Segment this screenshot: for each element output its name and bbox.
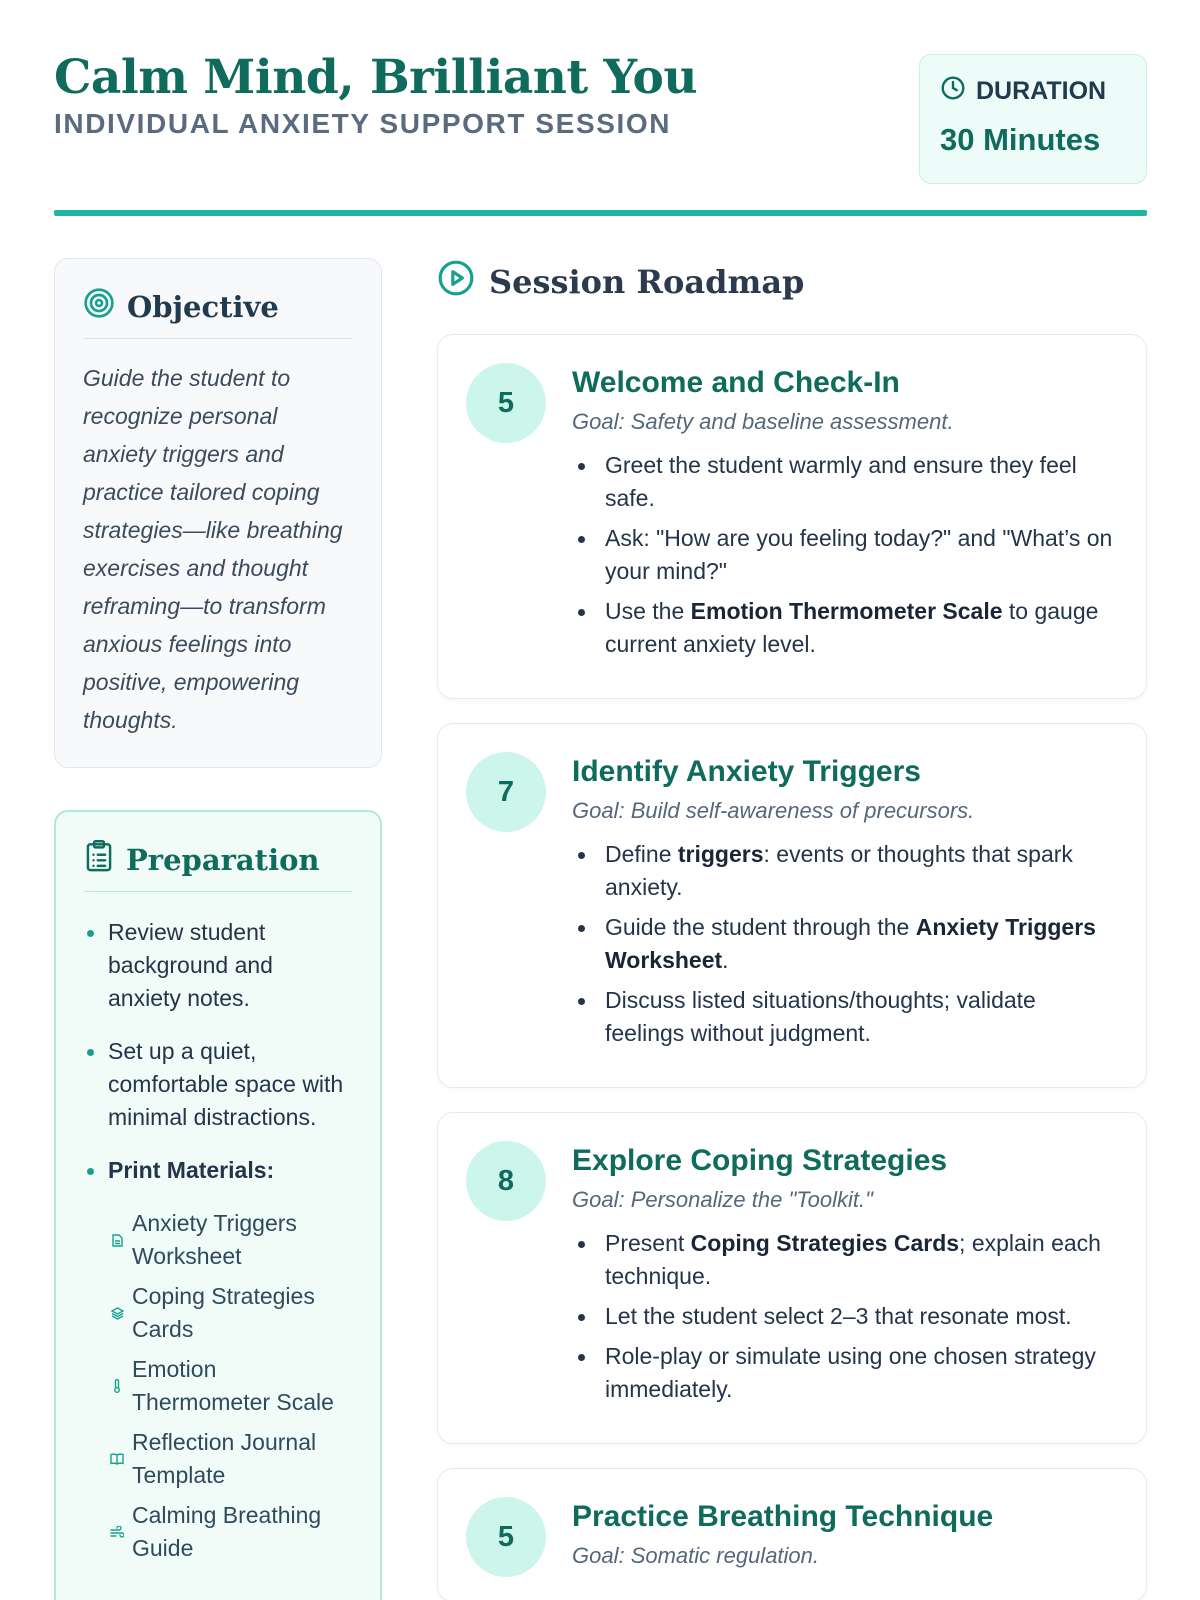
list-item: Set up a quiet, comfortable space with minimal distractions. (84, 1035, 352, 1134)
preparation-title: Preparation (126, 842, 320, 877)
material-item (110, 1280, 352, 1346)
bold-text: Emotion Thermometer Scale (690, 598, 1003, 624)
roadmap-section (437, 258, 1147, 1600)
clipboard-icon (84, 840, 114, 879)
list-item (572, 449, 1118, 515)
text-segment: : events or thoughts that spark anxiety. (605, 841, 1073, 900)
text-segment: Greet the student warmly and ensure they feel safe. (605, 452, 1077, 511)
list-item (572, 1300, 1118, 1333)
list-item (572, 838, 1118, 904)
step-minutes-badge: 7 (466, 752, 546, 832)
step-minutes-badge: 5 (466, 363, 546, 443)
materials-list (84, 1207, 352, 1565)
step-title: Practice Breathing Technique (572, 1500, 994, 1533)
objective-card (54, 258, 382, 768)
material-item (110, 1207, 352, 1273)
document-icon (110, 1234, 124, 1247)
thermometer-icon (110, 1379, 124, 1393)
step-goal: Goal: Personalize the "Toolkit." (572, 1187, 873, 1212)
target-icon (83, 287, 115, 326)
roadmap-title: Session Roadmap (489, 263, 805, 301)
sidebar (54, 258, 382, 1600)
material-label: Emotion Thermometer Scale (132, 1356, 334, 1415)
step-list (572, 449, 1118, 661)
step-list (572, 1227, 1118, 1406)
step-card (437, 1468, 1147, 1600)
preparation-card (54, 810, 382, 1600)
material-item (110, 1499, 352, 1565)
duration-value: 30 Minutes (940, 122, 1101, 157)
step-goal: Goal: Safety and baseline assessment. (572, 409, 954, 434)
step-title: Identify Anxiety Triggers (572, 755, 921, 788)
text-segment: . (722, 947, 729, 973)
material-item (110, 1426, 352, 1492)
material-item (110, 1353, 352, 1419)
clock-icon (940, 75, 966, 108)
material-label: Coping Strategies Cards (132, 1283, 315, 1342)
step-list (572, 838, 1118, 1050)
header-divider (54, 210, 1147, 216)
duration-box (919, 54, 1147, 184)
list-item (572, 595, 1118, 661)
preparation-heading (84, 840, 352, 892)
step-card (437, 334, 1147, 699)
objective-title: Objective (127, 289, 279, 324)
step-goal: Goal: Somatic regulation. (572, 1543, 820, 1568)
list-item (572, 984, 1118, 1050)
text-segment: Define (605, 841, 678, 867)
page-subtitle: INDIVIDUAL ANXIETY SUPPORT SESSION (54, 107, 672, 139)
material-label: Anxiety Triggers Worksheet (132, 1210, 297, 1269)
book-icon (110, 1453, 124, 1465)
objective-heading (83, 287, 353, 339)
list-item (572, 1340, 1118, 1406)
duration-label: DURATION (976, 77, 1107, 105)
step-minutes-badge: 8 (466, 1141, 546, 1221)
step-minutes-badge: 5 (466, 1497, 546, 1577)
step-card (437, 723, 1147, 1088)
step-card (437, 1112, 1147, 1444)
page-title: Calm Mind, Brilliant You (54, 50, 698, 105)
list-item (572, 1227, 1118, 1293)
text-segment: ; explain each technique. (605, 1230, 1101, 1289)
layers-icon (110, 1307, 124, 1320)
text-segment: Ask: "How are you feeling today?" and "What’s on your mind?" (605, 525, 1113, 584)
bold-text: Anxiety Triggers Worksheet (605, 914, 1096, 973)
play-circle-icon (437, 259, 475, 305)
text-segment: Use the (605, 598, 691, 624)
material-label: Calming Breathing Guide (132, 1502, 322, 1561)
bold-text: triggers (677, 841, 764, 867)
roadmap-steps (437, 334, 1147, 1600)
text-segment: Guide the student through the (605, 914, 916, 940)
text-segment: Let the student select 2–3 that resonate most. (605, 1303, 1072, 1329)
text-segment: to gauge current anxiety level. (605, 598, 1099, 657)
objective-text: Guide the student to recognize personal anxiety triggers and practice tailored coping strategies—like breathing exercises and thought reframing—to transform anxious feelings into positive, empowering thoughts. (83, 365, 343, 733)
roadmap-heading (437, 258, 1147, 306)
wind-icon (110, 1526, 124, 1538)
material-label: Reflection Journal Template (132, 1429, 317, 1488)
preparation-list (84, 916, 352, 1187)
step-title: Welcome and Check-In (572, 366, 900, 399)
page-header (54, 52, 1147, 182)
text-segment: Present (605, 1230, 691, 1256)
step-title: Explore Coping Strategies (572, 1144, 948, 1177)
list-item: Print Materials: (84, 1154, 352, 1187)
step-goal: Goal: Build self-awareness of precursors. (572, 798, 975, 823)
list-item (572, 522, 1118, 588)
text-segment: Role-play or simulate using one chosen strategy immediately. (605, 1343, 1096, 1402)
list-item (572, 911, 1118, 977)
list-item: Review student background and anxiety notes. (84, 916, 352, 1015)
bold-text: Coping Strategies Cards (690, 1230, 960, 1256)
text-segment: Discuss listed situations/thoughts; validate feelings without judgment. (605, 987, 1036, 1046)
